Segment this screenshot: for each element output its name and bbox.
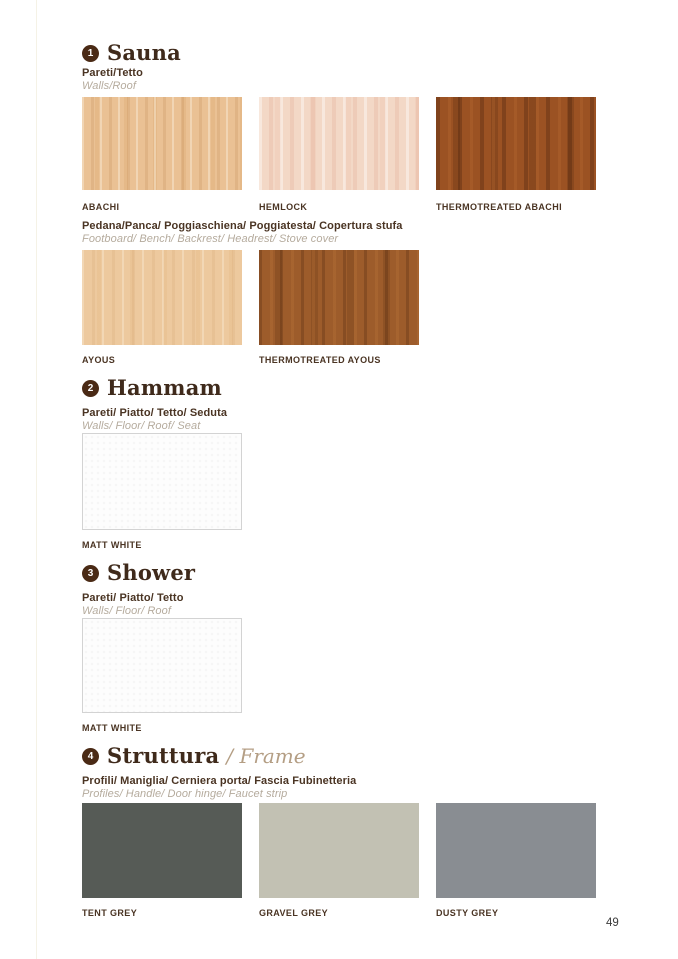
page-edge-line (36, 0, 37, 959)
swatch-label-tent-grey: TENT GREY (82, 908, 138, 918)
swatch-label-ayous: AYOUS (82, 355, 116, 365)
swatch-row-shower (82, 618, 596, 713)
material-swatch-thermotreated-abachi (436, 97, 596, 190)
swatch-row-sauna-bench (82, 250, 596, 345)
material-swatch-hemlock (259, 97, 419, 190)
section-title: Sauna (107, 40, 181, 65)
section-header-shower (82, 561, 596, 585)
page-number: 49 (606, 917, 619, 929)
group-label-en: Profiles/ Handle/ Door hinge/ Faucet strip (82, 788, 288, 800)
swatch-row-frame (82, 803, 596, 898)
swatch-label-thermotreated-abachi: THERMOTREATED ABACHI (436, 202, 562, 212)
section-number-badge: 1 (82, 45, 99, 62)
swatch-name-row (82, 908, 596, 919)
material-swatch-gravel-grey (259, 803, 419, 898)
material-swatch-dusty-grey (436, 803, 596, 898)
swatch-label-abachi: ABACHI (82, 202, 120, 212)
swatch-name-row (82, 202, 596, 213)
material-swatch-tent-grey (82, 803, 242, 898)
swatch-name-row (82, 355, 596, 366)
page-content (82, 41, 596, 919)
group-label-en: Walls/ Floor/ Roof/ Seat (82, 420, 201, 432)
group-label-it: Pareti/Tetto (82, 67, 143, 79)
swatch-label-thermotreated-ayous: THERMOTREATED AYOUS (259, 355, 381, 365)
group-label-en: Walls/ Floor/ Roof (82, 605, 172, 617)
material-swatch-matt-white (82, 618, 242, 713)
material-swatch-abachi (82, 97, 242, 190)
swatch-label-gravel-grey: GRAVEL GREY (259, 908, 329, 918)
swatch-label-matt-white: MATT WHITE (82, 723, 142, 733)
material-swatch-thermotreated-ayous (259, 250, 419, 345)
section-number-badge: 4 (82, 748, 99, 765)
swatch-label-dusty-grey: DUSTY GREY (436, 908, 499, 918)
swatch-label-matt-white: MATT WHITE (82, 540, 142, 550)
section-title: Hammam (107, 375, 222, 400)
group-label-it: Profili/ Maniglia/ Cerniera porta/ Fascia Fubinetteria (82, 775, 357, 787)
swatch-name-row (82, 540, 596, 551)
swatch-label-hemlock: HEMLOCK (259, 202, 308, 212)
swatch-row-sauna-walls (82, 97, 596, 190)
section-title: Shower (107, 560, 196, 585)
group-label-it: Pedana/Panca/ Poggiaschiena/ Poggiatesta/ Copertura stufa (82, 220, 403, 232)
swatch-name-row (82, 723, 596, 734)
section-header-struttura (82, 744, 596, 768)
section-number-badge: 3 (82, 565, 99, 582)
group-label-it: Pareti/ Piatto/ Tetto/ Seduta (82, 407, 228, 419)
section-title: Struttura (107, 743, 220, 768)
section-header-sauna (82, 41, 596, 65)
group-label-it: Pareti/ Piatto/ Tetto (82, 592, 184, 604)
swatch-row-hammam (82, 433, 596, 530)
section-header-hammam (82, 376, 596, 400)
section-title-suffix: / Frame (226, 744, 306, 768)
group-label-en: Walls/Roof (82, 80, 136, 92)
group-label-en: Footboard/ Bench/ Backrest/ Headrest/ Stove cover (82, 233, 339, 245)
section-number-badge: 2 (82, 380, 99, 397)
material-swatch-matt-white (82, 433, 242, 530)
material-swatch-ayous (82, 250, 242, 345)
